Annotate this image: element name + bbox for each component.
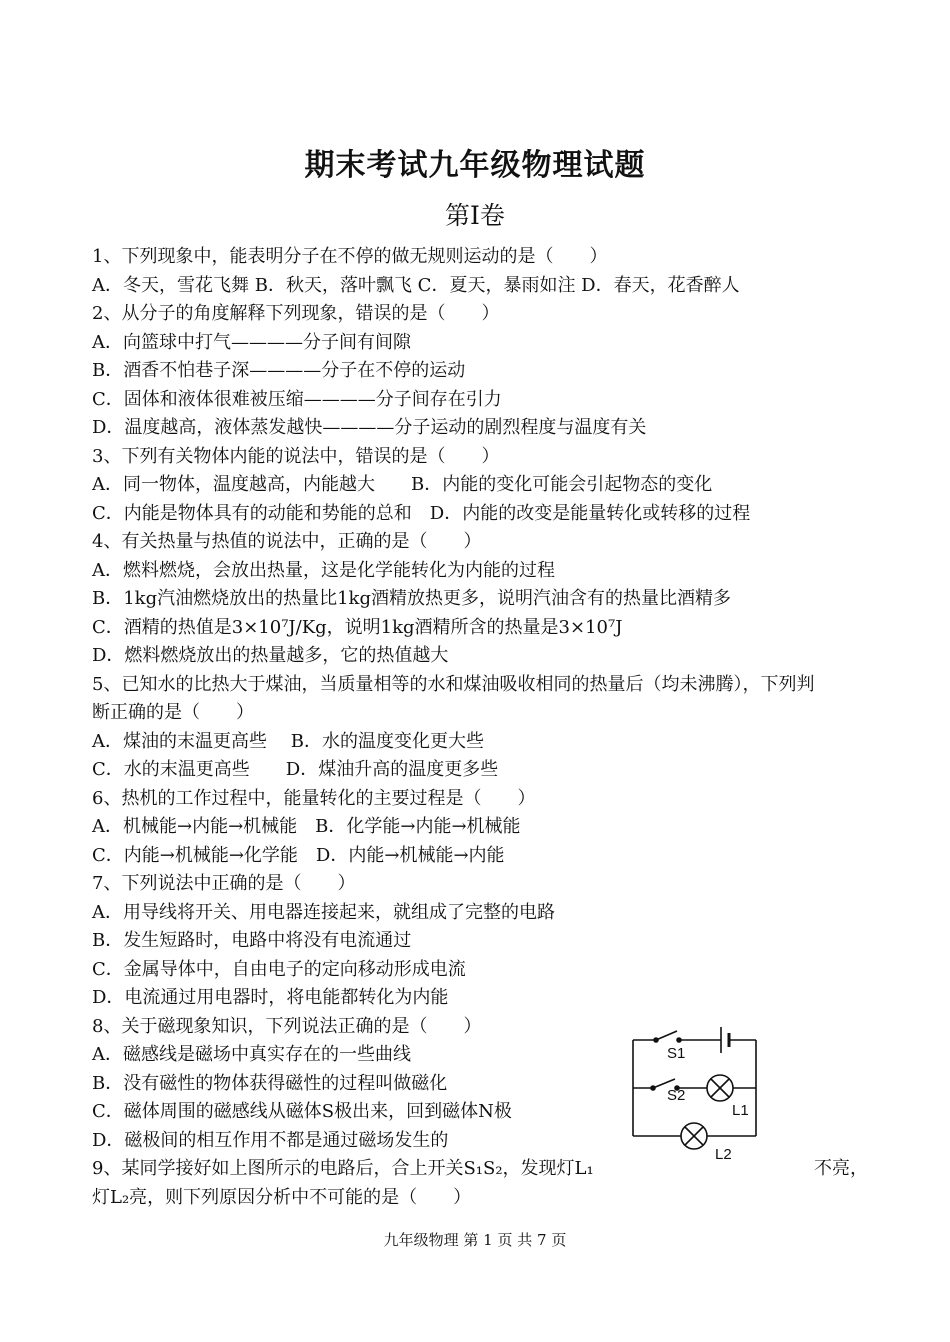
option-line: B．没有磁性的物体获得磁性的过程叫做磁化 [92,1072,448,1094]
question-line: 6、热机的工作过程中，能量转化的主要过程是（ ） [92,787,536,809]
question-line: 5、已知水的比热大于煤油，当质量相等的水和煤油吸收相同的热量后（均未沸腾），下列判 [92,673,815,695]
option-line: D．温度越高，液体蒸发越快————分子运动的剧烈程度与温度有关 [92,417,647,438]
question-line: 1、下列现象中，能表明分子在不停的做无规则运动的是（ ） [92,246,608,267]
option-line: C．内能是物体具有的动能和势能的总和 D．内能的改变是能量转化或转移的过程 [92,502,751,524]
l2-label: L2 [715,1146,732,1163]
question-line: 2、从分子的角度解释下列现象，错误的是（ ） [92,303,500,324]
question-line: 4、有关热量与热值的说法中，正确的是（ ） [92,531,482,552]
option-line: A．磁感线是磁场中真实存在的一些曲线 [92,1044,411,1065]
question-line: 灯L₂亮，则下列原因分析中不可能的是（ ） [92,1186,472,1208]
option-line: D．燃料燃烧放出的热量越多，它的热值越大 [92,645,449,666]
l1-label: L1 [732,1102,749,1119]
s1-label: S1 [667,1045,686,1062]
option-line: A．冬天，雪花飞舞 B．秋天，落叶飘飞 C．夏天，暴雨如注 D．春天，花香醉人 [92,274,740,296]
volume-heading: 第Ⅰ卷 [445,201,505,230]
q9-text-start: 9、某同学接好如上图所示的电路后，合上开关S₁S₂，发现灯L₁ [92,1158,594,1179]
option-line: A．煤油的末温更高些 B．水的温度变化更大些 [92,730,484,752]
question-line: 3、下列有关物体内能的说法中，错误的是（ ） [92,445,500,467]
option-line: C．磁体周围的磁感线从磁体S极出来，回到磁体N极 [92,1101,512,1122]
question-line: 8、关于磁现象知识，下列说法正确的是（ ） [92,1015,482,1037]
option-line: C．固体和液体很难被压缩————分子间存在引力 [92,388,502,410]
option-line: D．磁极间的相互作用不都是通过磁场发生的 [92,1129,449,1151]
option-line: D．电流通过用电器时，将电能都转化为内能 [92,987,449,1008]
s2-label: S2 [667,1087,686,1104]
question-line: 断正确的是（ ） [92,702,254,723]
page-title: 期末考试九年级物理试题 [304,148,646,183]
option-line: A．燃料燃烧，会放出热量，这是化学能转化为内能的过程 [92,559,555,581]
option-line: C．酒精的热值是3×10⁷J/Kg，说明1kg酒精所含的热量是3×10⁷J [92,616,623,638]
question-line: 7、下列说法中正确的是（ ） [92,873,356,894]
page-footer: 九年级物理 第 1 页 共 7 页 [383,1231,567,1249]
option-line: B．发生短路时，电路中将没有电流通过 [92,930,412,951]
option-line: C．金属导体中，自由电子的定向移动形成电流 [92,958,466,980]
option-line: B．1kg汽油燃烧放出的热量比1kg酒精放热更多，说明汽油含有的热量比酒精多 [92,588,731,609]
option-line: A．向篮球中打气————分子间有间隙 [92,331,411,353]
option-line: A．机械能→内能→机械能 B．化学能→内能→机械能 [92,816,521,837]
option-line: C．内能→机械能→化学能 D．内能→机械能→内能 [92,844,505,866]
q9-text-end: 不亮， [814,1158,868,1179]
option-line: B．酒香不怕巷子深————分子在不停的运动 [92,360,466,381]
option-line: C．水的末温更高些 D．煤油升高的温度更多些 [92,759,499,780]
option-line: A．用导线将开关、用电器连接起来，就组成了完整的电路 [92,901,555,923]
option-line: A．同一物体，温度越高，内能越大 B．内能的变化可能会引起物态的变化 [92,474,713,495]
circuit-diagram [625,1018,765,1166]
